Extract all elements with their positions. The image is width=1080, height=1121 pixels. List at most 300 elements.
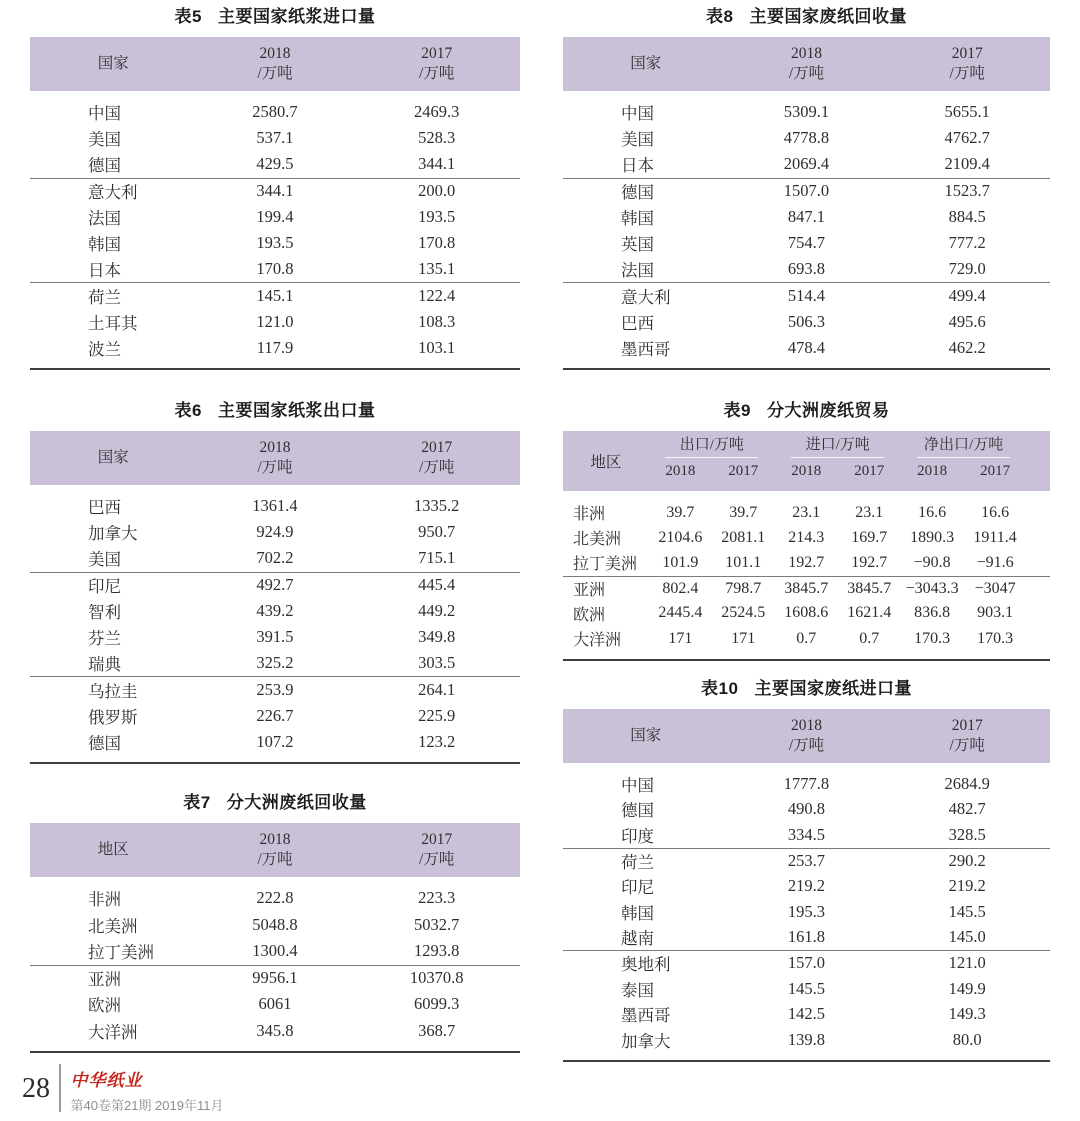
table-row: [563, 550, 1050, 575]
column-header-country: 国家: [630, 54, 662, 72]
row-label: 加拿大: [621, 1031, 671, 1051]
row-label: 非洲: [573, 506, 606, 524]
footer-divider: [59, 1064, 61, 1112]
column-group-export: 出口/万吨: [649, 433, 775, 459]
row-value: 145.1: [256, 285, 294, 305]
row-value: 445.4: [418, 575, 456, 595]
column-header-2017: [884, 716, 1050, 756]
table-row: [563, 151, 1050, 177]
year-label: 2018: [259, 830, 291, 848]
table-wastepaper-trade-continents: [563, 400, 1050, 661]
table-row: [30, 545, 520, 571]
table-row: [563, 282, 1050, 308]
table-row: [563, 525, 1050, 550]
table-row: [30, 912, 520, 939]
row-value: 10370.8: [409, 968, 464, 988]
table-row: [563, 822, 1050, 848]
table-row: [30, 572, 520, 598]
row-value: 170.3: [977, 629, 1014, 647]
row-value: 199.4: [256, 206, 294, 226]
row-value: 439.2: [256, 600, 294, 620]
column-group-net-export: 净出口/万吨: [901, 433, 1027, 459]
journal-logo: 中华纸业: [70, 1071, 143, 1090]
unit-label: /万吨: [788, 65, 825, 82]
unit-label: /万吨: [419, 65, 455, 82]
row-value: 39.7: [666, 503, 695, 521]
row-value: 2109.4: [944, 154, 990, 174]
row-label: 美国: [621, 130, 654, 150]
table-row: [30, 938, 520, 965]
table-row: [563, 976, 1050, 1002]
row-value: 6061: [258, 994, 292, 1014]
row-label: 日本: [621, 156, 654, 176]
row-value: 5032.7: [414, 914, 460, 934]
table-row: [563, 601, 1050, 626]
row-label: 智利: [88, 602, 121, 622]
table-header: [563, 37, 1050, 91]
row-value: 169.7: [851, 528, 888, 546]
row-label: 意大利: [88, 183, 138, 203]
row-value: 142.5: [787, 1004, 826, 1024]
table-wastepaper-imports: [563, 678, 1050, 1062]
row-value: 23.1: [792, 503, 821, 521]
row-value: −3043.3: [905, 579, 959, 597]
row-value: 192.7: [851, 553, 888, 571]
row-value: 482.7: [948, 799, 986, 819]
table-row: [30, 309, 520, 335]
row-label: 意大利: [621, 287, 671, 307]
row-value: 193.5: [256, 233, 294, 253]
table-row: [30, 230, 520, 256]
row-value: 101.9: [662, 553, 699, 571]
table-row: [30, 965, 520, 992]
row-value: 462.2: [948, 337, 986, 357]
year-label: 2017: [951, 44, 983, 62]
row-value: 16.6: [981, 503, 1010, 521]
table-title-text: 分大洲废纸贸易: [766, 401, 890, 420]
table-pulp-imports: [30, 6, 520, 370]
table-row: [30, 178, 520, 204]
row-value: 170.8: [256, 259, 294, 279]
year-label: 2017: [421, 830, 453, 848]
row-value: 5655.1: [944, 102, 990, 122]
row-value: 325.2: [256, 653, 294, 673]
unit-label: /万吨: [949, 65, 985, 82]
row-label: 中国: [621, 104, 654, 124]
row-value: 170.8: [418, 233, 456, 253]
row-value: 290.2: [948, 851, 986, 871]
row-value: 171: [668, 629, 693, 647]
table-row: [563, 125, 1050, 151]
table-number: 表6: [174, 401, 202, 420]
row-label: 印度: [621, 826, 654, 846]
row-value: 0.7: [859, 629, 880, 647]
column-header-country: 国家: [97, 54, 129, 72]
unit-label: /万吨: [257, 459, 293, 476]
row-label: 乌拉圭: [88, 681, 138, 701]
row-label: 法国: [621, 261, 654, 281]
row-value: 253.7: [787, 851, 826, 871]
row-label: 土耳其: [88, 313, 138, 333]
year-label: 2018: [791, 463, 822, 479]
unit-label: /万吨: [949, 737, 985, 754]
row-label: 亚洲: [573, 582, 606, 600]
row-label: 德国: [88, 156, 121, 176]
row-value: 149.3: [948, 1004, 986, 1024]
row-label: 拉丁美洲: [573, 556, 638, 574]
row-value: 103.1: [418, 337, 456, 357]
column-header-2018: [729, 44, 885, 84]
row-value: 107.2: [256, 731, 294, 751]
row-label: 波兰: [88, 339, 121, 359]
row-value: 506.3: [787, 311, 826, 331]
row-label: 欧洲: [573, 606, 606, 624]
table-row: [30, 650, 520, 676]
row-label: 墨西哥: [621, 339, 671, 359]
table-row: [30, 885, 520, 912]
column-header-2018: [729, 716, 885, 756]
row-value: 924.9: [256, 522, 294, 542]
row-value: 5048.8: [252, 914, 298, 934]
year-label: 2018: [259, 438, 291, 456]
row-value: 328.5: [948, 824, 986, 844]
row-value: 121.0: [256, 311, 294, 331]
row-label: 印尼: [88, 577, 121, 597]
table-row: [563, 178, 1050, 204]
row-value: −91.6: [976, 553, 1014, 571]
table-row: [30, 703, 520, 729]
table-header: [563, 709, 1050, 763]
year-label: 2017: [854, 463, 885, 479]
year-label: 2018: [790, 44, 822, 62]
row-value: 715.1: [418, 548, 456, 568]
row-label: 英国: [621, 235, 654, 255]
row-value: 149.9: [948, 978, 986, 998]
row-value: 1911.4: [973, 528, 1017, 546]
table-row: [30, 151, 520, 177]
table-row: [30, 991, 520, 1018]
row-value: 847.1: [787, 206, 826, 226]
row-value: 139.8: [787, 1029, 826, 1049]
row-label: 瑞典: [88, 655, 121, 675]
row-value: 836.8: [914, 604, 951, 622]
table-row: [30, 598, 520, 624]
table-body: [30, 485, 520, 764]
row-value: 495.6: [948, 311, 986, 331]
year-label: 2018: [917, 463, 948, 479]
row-value: 490.8: [787, 799, 826, 819]
row-value: 1300.4: [252, 941, 298, 961]
row-value: 2524.5: [721, 604, 766, 622]
row-label: 荷兰: [621, 853, 654, 873]
table-row: [563, 576, 1050, 601]
page-number: 28: [22, 1073, 50, 1104]
table-row: [563, 925, 1050, 951]
table-body: [30, 877, 520, 1053]
row-label: 墨西哥: [621, 1006, 671, 1026]
unit-label: /万吨: [419, 459, 455, 476]
table-row: [30, 335, 520, 361]
row-value: 170.3: [914, 629, 951, 647]
column-header-country: 国家: [630, 726, 662, 744]
row-label: 北美洲: [573, 531, 622, 549]
row-value: 2104.6: [658, 528, 703, 546]
unit-label: /万吨: [419, 851, 455, 868]
row-value: −90.8: [913, 553, 951, 571]
table-row: [30, 282, 520, 308]
row-value: 145.5: [948, 901, 986, 921]
unit-label: /万吨: [788, 737, 825, 754]
row-value: 2580.7: [252, 102, 298, 122]
unit-label: /万吨: [257, 65, 293, 82]
year-label: 2017: [421, 44, 453, 62]
row-value: 117.9: [256, 337, 294, 357]
table-title: [563, 6, 1050, 28]
row-label: 巴西: [88, 498, 121, 518]
table-row: [30, 519, 520, 545]
row-label: 德国: [621, 801, 654, 821]
row-value: 1621.4: [847, 604, 892, 622]
row-value: 80.0: [952, 1029, 982, 1049]
column-header-2018: [197, 44, 354, 84]
row-value: 950.7: [418, 522, 456, 542]
unit-label: /万吨: [257, 851, 293, 868]
table-row: [563, 950, 1050, 976]
table-row: [563, 500, 1050, 525]
column-header-2018: [197, 438, 354, 478]
table-row: [563, 309, 1050, 335]
table-title-text: 主要国家纸浆进口量: [217, 7, 376, 26]
row-value: 223.3: [418, 888, 456, 908]
table-title: [563, 678, 1050, 700]
row-label: 亚洲: [88, 970, 121, 990]
issue-info: 第40卷第21期 2019年11月: [70, 1098, 224, 1113]
row-value: 145.5: [787, 978, 826, 998]
row-value: 729.0: [948, 259, 986, 279]
row-value: 225.9: [418, 705, 456, 725]
column-header-2017: [353, 438, 520, 478]
row-label: 中国: [88, 104, 121, 124]
row-value: 1523.7: [944, 181, 990, 201]
row-label: 大洋洲: [573, 632, 622, 650]
column-header-2018: [197, 830, 354, 870]
column-header-2017: [353, 830, 520, 870]
row-value: 200.0: [418, 181, 456, 201]
row-value: 884.5: [948, 206, 986, 226]
row-label: 欧洲: [88, 996, 121, 1016]
row-value: 449.2: [418, 600, 456, 620]
year-label: 2017: [421, 438, 453, 456]
table-number: 表8: [706, 7, 734, 26]
row-label: 泰国: [621, 980, 654, 1000]
table-row: [563, 771, 1050, 797]
row-value: 1608.6: [784, 604, 829, 622]
table-row: [563, 230, 1050, 256]
table-row: [563, 626, 1050, 651]
table-body: [563, 491, 1050, 661]
table-number: 表7: [183, 793, 211, 812]
row-value: 2081.1: [721, 528, 766, 546]
year-label: 2018: [259, 44, 291, 62]
table-number: 表5: [174, 7, 202, 26]
row-value: 264.1: [418, 679, 456, 699]
row-value: 101.1: [725, 553, 762, 571]
row-label: 美国: [88, 550, 121, 570]
page-footer: [22, 1064, 223, 1114]
row-value: 1777.8: [783, 773, 830, 793]
row-value: 1293.8: [414, 941, 460, 961]
row-value: −3047: [974, 579, 1016, 597]
column-header-region: 地区: [97, 840, 129, 858]
table-header: [563, 431, 1050, 491]
row-value: 122.4: [418, 285, 456, 305]
row-value: 2684.9: [944, 773, 990, 793]
year-label: 2018: [790, 716, 822, 734]
row-value: 693.8: [787, 259, 826, 279]
table-row: [563, 99, 1050, 125]
row-value: 171: [731, 629, 756, 647]
row-value: 219.2: [787, 876, 826, 896]
table-number: 表9: [723, 401, 751, 420]
row-value: 702.2: [256, 548, 294, 568]
row-label: 芬兰: [88, 629, 121, 649]
row-value: 344.1: [418, 154, 456, 174]
row-value: 161.8: [787, 927, 826, 947]
table-title-text: 分大洲废纸回收量: [226, 793, 367, 812]
table-row: [563, 899, 1050, 925]
row-value: 903.1: [977, 604, 1014, 622]
table-pulp-exports: [30, 400, 520, 764]
table-row: [563, 1027, 1050, 1053]
row-value: 478.4: [787, 337, 826, 357]
row-label: 奥地利: [621, 955, 671, 975]
row-value: 1335.2: [414, 496, 460, 516]
row-value: 1361.4: [252, 496, 298, 516]
row-value: 39.7: [729, 503, 758, 521]
row-label: 巴西: [621, 313, 654, 333]
row-label: 中国: [621, 775, 654, 795]
row-label: 印尼: [621, 878, 654, 898]
table-title: [563, 400, 1050, 422]
row-value: 108.3: [418, 311, 456, 331]
table-title-text: 主要国家纸浆出口量: [217, 401, 376, 420]
table-wastepaper-recovery-continents: [30, 792, 520, 1053]
row-value: 303.5: [418, 653, 456, 673]
row-label: 荷兰: [88, 287, 121, 307]
row-value: 135.1: [418, 259, 456, 279]
table-header: [30, 823, 520, 877]
table-row: [563, 797, 1050, 823]
row-value: 777.2: [948, 233, 986, 253]
row-label: 大洋洲: [88, 1022, 138, 1042]
table-number: 表10: [701, 679, 739, 698]
row-value: 499.4: [948, 285, 986, 305]
table-row: [30, 493, 520, 519]
table-title: [30, 6, 520, 28]
year-label: 2017: [728, 463, 759, 479]
column-header-country: 国家: [97, 448, 129, 466]
row-value: 798.7: [725, 579, 762, 597]
table-title-text: 主要国家废纸进口量: [754, 679, 912, 698]
row-value: 16.6: [918, 503, 947, 521]
row-value: 0.7: [796, 629, 817, 647]
table-title: [30, 792, 520, 814]
row-value: 145.0: [948, 927, 986, 947]
row-label: 美国: [88, 130, 121, 150]
row-value: 391.5: [256, 627, 294, 647]
table-row: [30, 125, 520, 151]
row-value: 214.3: [788, 528, 825, 546]
row-value: 222.8: [256, 888, 294, 908]
table-row: [30, 204, 520, 230]
row-value: 9956.1: [252, 968, 298, 988]
year-label: 2017: [980, 463, 1011, 479]
row-label: 德国: [621, 183, 654, 203]
row-label: 法国: [88, 208, 121, 228]
row-value: 2069.4: [783, 154, 830, 174]
table-body: [563, 763, 1050, 1062]
column-header-2017: [884, 44, 1050, 84]
table-row: [30, 624, 520, 650]
row-value: 157.0: [787, 953, 826, 973]
table-wastepaper-recovery-countries: [563, 6, 1050, 370]
table-row: [30, 99, 520, 125]
row-label: 韩国: [621, 903, 654, 923]
row-value: 1890.3: [910, 528, 955, 546]
row-value: 2445.4: [658, 604, 703, 622]
publication-info: [71, 1064, 224, 1114]
table-row: [30, 256, 520, 282]
row-label: 北美洲: [88, 916, 138, 936]
row-value: 345.8: [256, 1020, 294, 1040]
column-group-import: 进口/万吨: [775, 433, 901, 459]
row-value: 344.1: [256, 181, 294, 201]
row-value: 514.4: [787, 285, 826, 305]
row-value: 195.3: [787, 901, 826, 921]
row-label: 韩国: [88, 235, 121, 255]
row-value: 192.7: [788, 553, 825, 571]
row-value: 1507.0: [783, 181, 830, 201]
row-value: 349.8: [418, 627, 456, 647]
table-row: [563, 335, 1050, 361]
row-value: 121.0: [948, 953, 986, 973]
table-body: [563, 91, 1050, 370]
row-value: 193.5: [418, 206, 456, 226]
row-label: 拉丁美洲: [88, 943, 154, 963]
table-row: [563, 204, 1050, 230]
row-label: 日本: [88, 261, 121, 281]
row-value: 754.7: [787, 233, 826, 253]
row-label: 俄罗斯: [88, 707, 138, 727]
row-label: 非洲: [88, 890, 121, 910]
row-value: 802.4: [662, 579, 699, 597]
row-value: 23.1: [855, 503, 884, 521]
row-value: 3845.7: [784, 579, 829, 597]
row-value: 219.2: [948, 876, 986, 896]
row-value: 528.3: [418, 128, 456, 148]
row-value: 2469.3: [414, 102, 460, 122]
table-row: [563, 848, 1050, 874]
year-label: 2017: [951, 716, 983, 734]
table-row: [30, 729, 520, 755]
row-label: 越南: [621, 929, 654, 949]
row-value: 5309.1: [783, 102, 830, 122]
row-value: 4762.7: [944, 128, 990, 148]
row-value: 226.7: [256, 705, 294, 725]
table-row: [563, 1001, 1050, 1027]
row-value: 6099.3: [414, 994, 460, 1014]
table-row: [563, 873, 1050, 899]
